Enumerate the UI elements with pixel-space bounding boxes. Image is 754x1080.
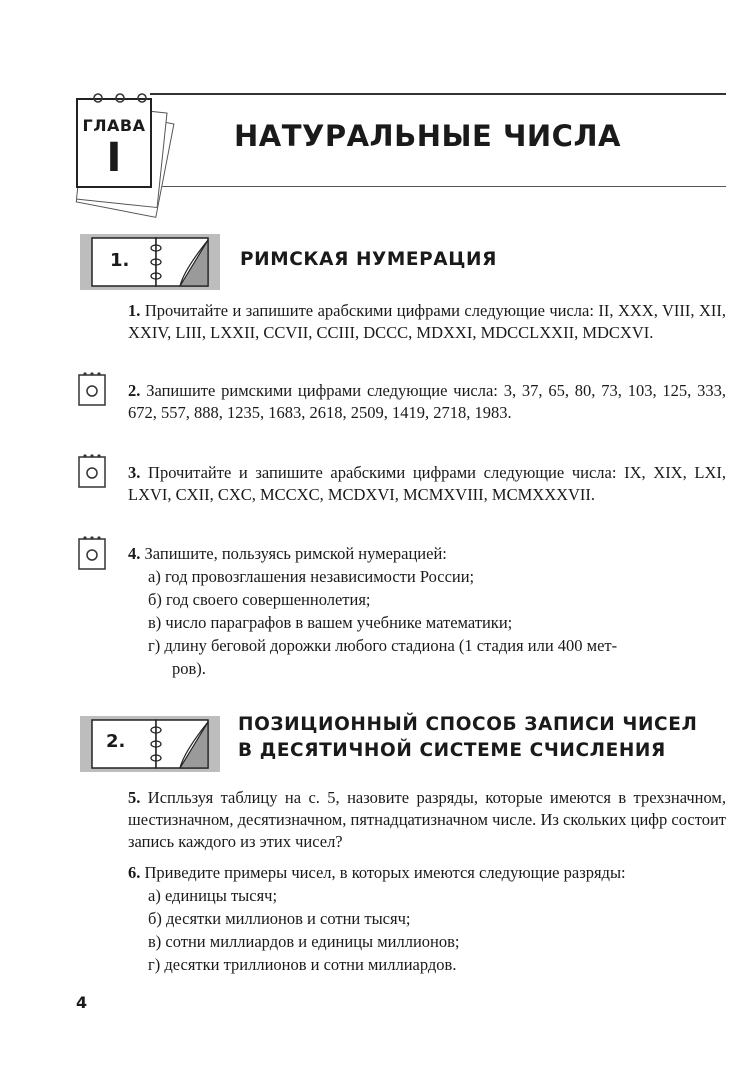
exercise-1: [128, 300, 726, 344]
section-number: 1.: [110, 250, 130, 271]
chapter-rule-bottom: [150, 186, 726, 187]
exercise-text: Приведите примеры чисел, в которых имеются следующие разряды:: [144, 863, 626, 882]
section-title-line: В ДЕСЯТИЧНОЙ СИСТЕМЕ СЧИСЛЕНИЯ: [238, 740, 666, 761]
exercise-number: 6.: [128, 863, 141, 882]
exercise-item: б) десятки миллионов и сотни тысяч;: [148, 909, 411, 928]
exercise-item: ров).: [172, 659, 206, 678]
exercise-number: 5.: [128, 788, 141, 807]
exercise-item: в) число параграфов в вашем учебнике математики;: [148, 613, 513, 632]
chapter-title: НАТУРАЛЬНЫЕ ЧИСЛА: [234, 119, 621, 153]
exercise-number: 4.: [128, 544, 141, 563]
section-number: 2.: [106, 731, 126, 752]
exercise-number: 2.: [128, 381, 141, 400]
exercise-5: [128, 787, 726, 853]
exercise-text: Запишите, пользуясь римской нумерацией:: [144, 544, 447, 563]
section-notebook-icon: [80, 234, 220, 290]
exercise-text: Прочитайте и запишите арабскими цифрами следующие числа: II, XXX, VIII, XII, XXIV, LIII, LXXII, CCVII, CCIII, DCCC, MDXXI, MDCCLXXII, MDCXVI.: [128, 301, 726, 342]
section-notebook-icon: [80, 716, 220, 772]
chapter-number: I: [106, 135, 122, 181]
exercise-4: [128, 543, 726, 565]
exercise-number: 1.: [128, 301, 141, 320]
exercise-text: Запишите римскими цифрами следующие числа: 3, 37, 65, 80, 73, 103, 125, 333, 672, 557, 888, 1235, 1683, 2618, 2509, 1419, 2718, 1983.: [128, 381, 726, 422]
section-title: РИМСКАЯ НУМЕРАЦИЯ: [240, 249, 497, 270]
notepad-marker-icon: [78, 452, 106, 488]
chapter-label: ГЛАВА: [82, 116, 146, 135]
exercise-3: [128, 462, 726, 506]
page-number: 4: [76, 993, 88, 1012]
exercise-2: [128, 380, 726, 424]
exercise-item: а) год провозглашения независимости России;: [148, 567, 475, 586]
exercise-item: г) десятки триллионов и сотни миллиардов.: [148, 955, 457, 974]
notepad-marker-icon: [78, 534, 106, 570]
exercise-item: в) сотни миллиардов и единицы миллионов;: [148, 932, 460, 951]
exercise-text: Испльзуя таблицу на с. 5, назовите разряды, которые имеются в трехзначном, шестизначном, десятизначном, пятнадцатизначном числе. Из скольких цифр состоит запись каждого из этих чисел?: [128, 788, 726, 851]
notepad-marker-icon: [78, 370, 106, 406]
exercise-text: Прочитайте и запишите арабскими цифрами следующие числа: IX, XIX, LXI, LXVI, CXII, CXC, MCCXC, MCDXVI, MCMXVIII, MCMXXXVII.: [128, 463, 726, 504]
exercise-number: 3.: [128, 463, 141, 482]
section-title-line: ПОЗИЦИОННЫЙ СПОСОБ ЗАПИСИ ЧИСЕЛ: [238, 714, 698, 735]
exercise-item: г) длину беговой дорожки любого стадиона (1 стадия или 400 мет-: [148, 636, 618, 655]
exercise-6: [128, 862, 726, 884]
exercise-item: а) единицы тысяч;: [148, 886, 278, 905]
chapter-rule-top: [150, 93, 726, 95]
binder-rings-icon: [90, 90, 150, 106]
exercise-item: б) год своего совершеннолетия;: [148, 590, 371, 609]
